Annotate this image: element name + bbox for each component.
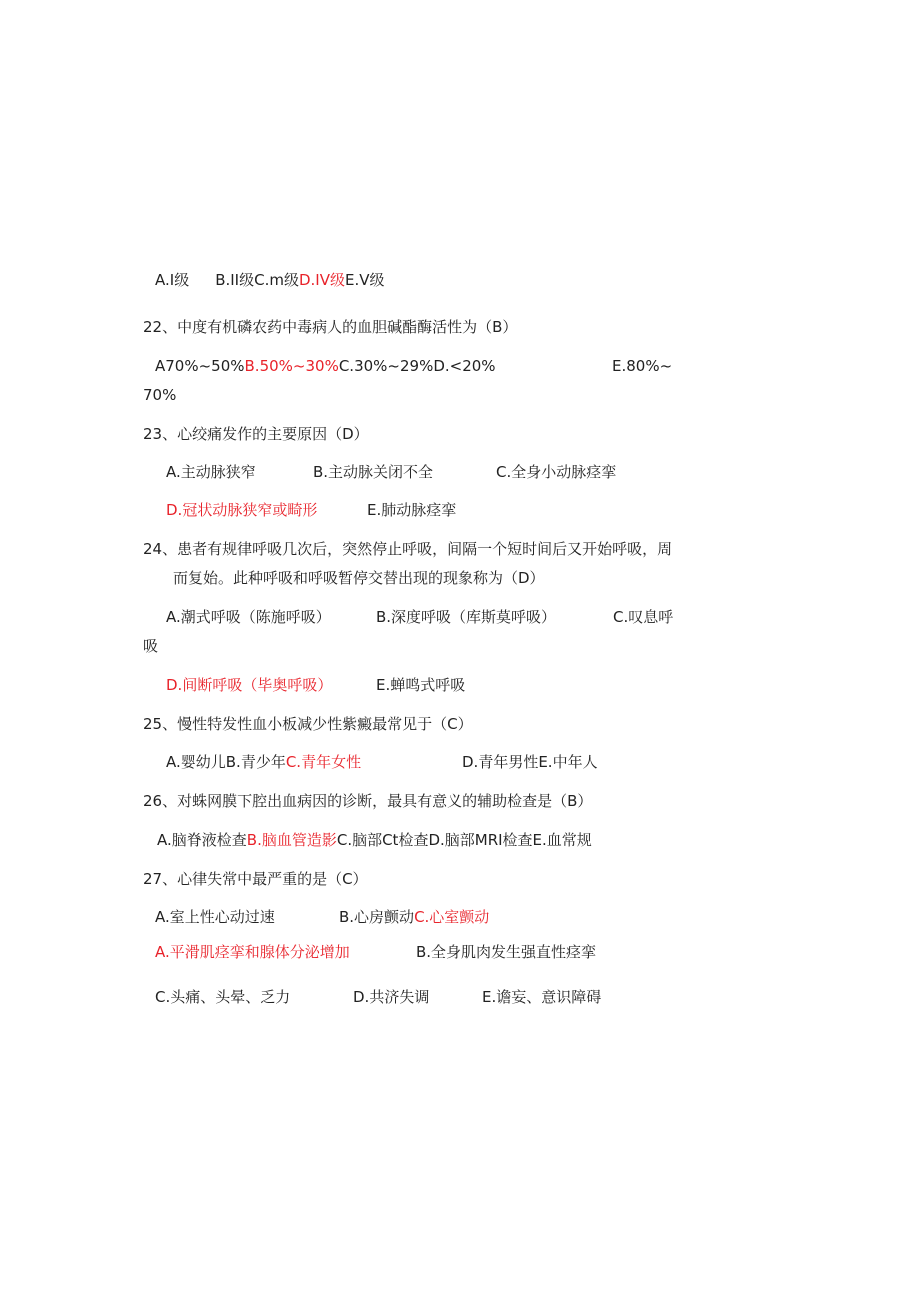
q21-option-c: C.m级 bbox=[254, 271, 299, 289]
q24-option-e: E.蝉鸣式呼吸 bbox=[376, 676, 466, 694]
q22-option-cd: C.30%~29%D.<20% bbox=[338, 357, 496, 375]
q26-options-line bbox=[157, 830, 592, 850]
q21-option-b: B.II级 bbox=[215, 271, 255, 289]
q23-question: 23、心绞痛发作的主要原因（D） bbox=[143, 425, 369, 443]
q24-option-b: B.深度呼吸（库斯莫呼吸） bbox=[376, 608, 557, 626]
q23-option-c: C.全身小动脉痉挛 bbox=[496, 463, 617, 481]
q23-option-d-answer: D.冠状动脉狭窄或畸形 bbox=[166, 501, 318, 519]
q24-option-d-answer: D.间断呼吸（毕奥呼吸） bbox=[166, 676, 333, 694]
trailing-option-b: B.全身肌肉发生强直性痉挛 bbox=[416, 943, 597, 961]
q27-options-bc bbox=[339, 907, 489, 927]
q23-option-a: A.主动脉狭窄 bbox=[166, 463, 256, 481]
q24-question-line1: 24、患者有规律呼吸几次后，突然停止呼吸，间隔一个短时间后又开始呼吸，周 bbox=[143, 540, 673, 558]
q22-question: 22、中度有机磷农药中毒病人的血胆碱酯酶活性为（B） bbox=[143, 318, 518, 336]
q21-option-a: A.I级 bbox=[155, 271, 190, 289]
q22-options-line bbox=[155, 356, 496, 376]
q25-question: 25、慢性特发性血小板减少性紫癜最常见于（C） bbox=[143, 715, 473, 733]
q24-option-c-part1: C.叹息呼 bbox=[613, 608, 674, 626]
q26-option-cde: C.脑部Ct检查D.脑部MRI检查E.血常规 bbox=[336, 831, 592, 849]
q26-question: 26、对蛛网膜下腔出血病因的诊断，最具有意义的辅助检查是（B） bbox=[143, 792, 593, 810]
q21-option-d-answer: D.IV级 bbox=[298, 271, 345, 289]
q27-option-c-answer: C.心室颤动 bbox=[414, 908, 490, 926]
q24-option-a: A.潮式呼吸（陈施呼吸） bbox=[166, 608, 331, 626]
q24-option-c-part2: 吸 bbox=[143, 637, 159, 655]
q22-option-e-part2: 70% bbox=[143, 386, 177, 404]
q24-question-line2: 而复始。此种呼吸和呼吸暂停交替出现的现象称为（D） bbox=[173, 569, 545, 587]
q25-option-ab: A.婴幼儿B.青少年 bbox=[166, 753, 286, 771]
q26-option-a: A.脑脊液检查 bbox=[157, 831, 247, 849]
q27-option-b: B.心房颤动 bbox=[339, 908, 415, 926]
q25-options-ab-c bbox=[166, 752, 361, 772]
q26-option-b-answer: B.脑血管造影 bbox=[246, 831, 337, 849]
q21-options-line bbox=[155, 270, 385, 290]
q22-option-a: A70%~50% bbox=[155, 357, 245, 375]
q25-option-de: D.青年男性E.中年人 bbox=[462, 753, 598, 771]
q22-option-b-answer: B.50%~30% bbox=[244, 357, 339, 375]
q23-option-e: E.肺动脉痉挛 bbox=[367, 501, 457, 519]
trailing-option-a-answer: A.平滑肌痉挛和腺体分泌增加 bbox=[155, 943, 350, 961]
q21-option-e: E.V级 bbox=[345, 271, 385, 289]
q22-option-e-part1: E.80%~ bbox=[612, 357, 673, 375]
trailing-option-c: C.头痛、头晕、乏力 bbox=[155, 988, 291, 1006]
q27-option-a: A.室上性心动过速 bbox=[155, 908, 275, 926]
q23-option-b: B.主动脉关闭不全 bbox=[313, 463, 434, 481]
trailing-option-e: E.谵妄、意识障碍 bbox=[482, 988, 602, 1006]
trailing-option-d: D.共济失调 bbox=[353, 988, 430, 1006]
q25-option-c-answer: C.青年女性 bbox=[285, 753, 362, 771]
q27-question: 27、心律失常中最严重的是（C） bbox=[143, 870, 368, 888]
